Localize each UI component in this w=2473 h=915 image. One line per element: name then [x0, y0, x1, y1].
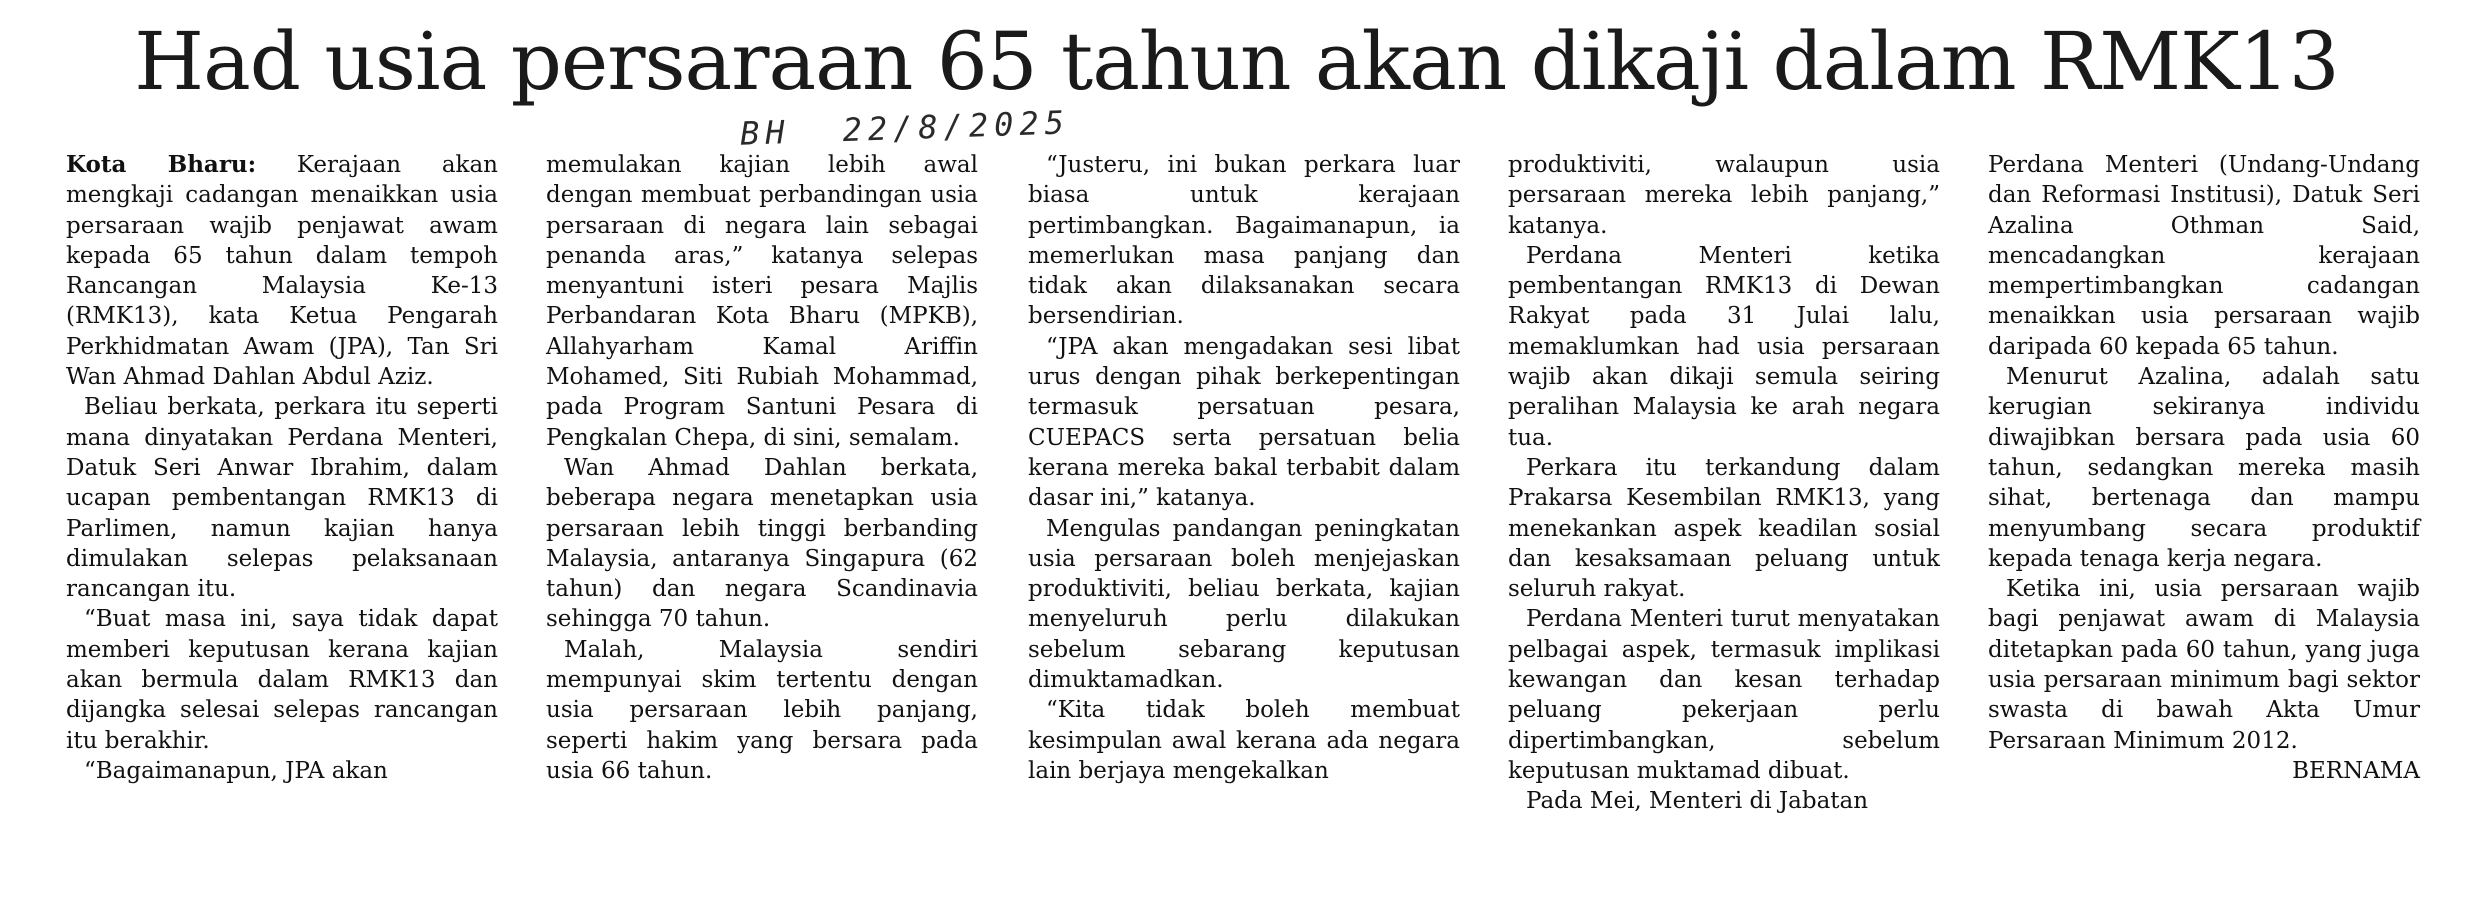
- article-paragraph: “JPA akan mengadakan sesi libat urus dengan pihak berkepentingan termasuk persatuan pesara, CUEPACS serta persatuan belia kerana mereka bakal terbabit dalam dasar ini,” katanya.: [1028, 333, 1460, 512]
- article-paragraph: Beliau berkata, perkara itu seperti mana dinyatakan Perdana Menteri, Datuk Seri Anwar Ibrahim, dalam ucapan pembentangan RMK13 di Parlimen, namun kajian hanya dimulakan selepas pelaksanaan rancangan itu.: [66, 394, 498, 603]
- handwritten-source: BH: [739, 113, 792, 153]
- article-paragraph: [66, 150, 498, 392]
- article-paragraph: Perkara itu terkandung dalam Prakarsa Kesembilan RMK13, yang menekankan aspek keadilan sosial dan kesaksamaan peluang untuk seluruh rakyat.: [1508, 454, 1940, 603]
- handwritten-date: 22/8/2025: [841, 103, 1071, 150]
- article-paragraph: [1988, 574, 2420, 784]
- article-column-5: [1988, 150, 2420, 786]
- article-paragraph: Perdana Menteri ketika pembentangan RMK13 di Dewan Rakyat pada 31 Julai lalu, memaklumkan had usia persaraan wajib akan dikaji semula seiring peralihan Malaysia ke arah negara tua.: [1508, 242, 1940, 451]
- article-paragraph: Mengulas pandangan peningkatan usia persaraan boleh menjejaskan produktiviti, beliau berkata, kajian menyeluruh perlu dilakukan sebelum sebarang keputusan dimuktamadkan.: [1028, 515, 1460, 694]
- article-column-4: [1508, 150, 1940, 817]
- headline: Had usia persaraan 65 tahun akan dikaji dalam RMK13: [134, 15, 2339, 108]
- dateline: Kota Bharu:: [66, 151, 257, 178]
- article-paragraph: memulakan kajian lebih awal dengan membuat perbandingan usia persaraan di negara lain sebagai penanda aras,” katanya selepas menyantuni isteri pesara Majlis Perbandaran Kota Bharu (MPKB), Allahyarham Kamal Ariffin Mohamed, Siti Rubiah Mohammad, pada Program Santuni Pesara di Pengkalan Chepa, di sini, semalam.: [546, 152, 978, 451]
- byline: BERNAMA: [2292, 757, 2420, 784]
- article-column-2: [546, 150, 978, 786]
- paragraph-text: Ketika ini, usia persaraan wajib bagi penjawat awam di Malaysia ditetapkan pada 60 tahun, yang juga usia persaraan minimum bagi sektor swasta di bawah Akta Umur Persaraan Minimum 2012.: [1988, 576, 2420, 754]
- article-paragraph: Pada Mei, Menteri di Jabatan: [1526, 788, 1869, 815]
- article-paragraph: Wan Ahmad Dahlan berkata, beberapa negara menetapkan usia persaraan lebih tinggi berbanding Malaysia, antaranya Singapura (62 tahun) dan negara Scandinavia sehingga 70 tahun.: [546, 454, 978, 633]
- article-paragraph: “Bagaimanapun, JPA akan: [84, 757, 388, 784]
- article-paragraph: produktiviti, walaupun usia persaraan mereka lebih panjang,” katanya.: [1508, 152, 1940, 239]
- article-column-3: [1028, 150, 1460, 786]
- article-paragraph: Perdana Menteri turut menyatakan pelbagai aspek, termasuk implikasi kewangan dan kesan terhadap peluang pekerjaan perlu dipertimbangkan, sebelum keputusan muktamad dibuat.: [1508, 606, 1940, 784]
- article-paragraph: “Kita tidak boleh membuat kesimpulan awal kerana ada negara lain berjaya mengekalkan: [1028, 697, 1460, 784]
- article-paragraph: Menurut Azalina, adalah satu kerugian sekiranya individu diwajibkan bersara pada usia 60 tahun, sedangkan mereka masih sihat, bertenaga dan mampu menyumbang secara produktif kepada tenaga kerja negara.: [1988, 364, 2420, 572]
- article-paragraph: Perdana Menteri (Undang-Undang dan Reformasi Institusi), Datuk Seri Azalina Othman Said, mencadangkan kerajaan mempertimbangkan cadangan menaikkan usia persaraan wajib daripada 60 kepada 65 tahun.: [1988, 152, 2420, 360]
- article-paragraph: Malah, Malaysia sendiri mempunyai skim tertentu dengan usia persaraan lebih panjang, seperti hakim yang bersara pada usia 66 tahun.: [546, 636, 978, 784]
- article-column-1: [66, 150, 498, 786]
- paragraph-text: Kerajaan akan mengkaji cadangan menaikkan usia persaraan wajib penjawat awam kepada 65 tahun dalam tempoh Rancangan Malaysia Ke-13 (RMK13), kata Ketua Pengarah Perkhidmatan Awam (JPA), Tan Sri Wan Ahmad Dahlan Abdul Aziz.: [66, 152, 498, 391]
- article-paragraph: “Buat masa ini, saya tidak dapat memberi keputusan kerana kajian akan bermula dalam RMK13 dan dijangka selesai selepas rancangan itu berakhir.: [66, 606, 498, 754]
- article-paragraph: “Justeru, ini bukan perkara luar biasa untuk kerajaan pertimbangkan. Bagaimanapun, ia memerlukan masa panjang dan tidak akan dilaksanakan secara bersendirian.: [1028, 152, 1460, 330]
